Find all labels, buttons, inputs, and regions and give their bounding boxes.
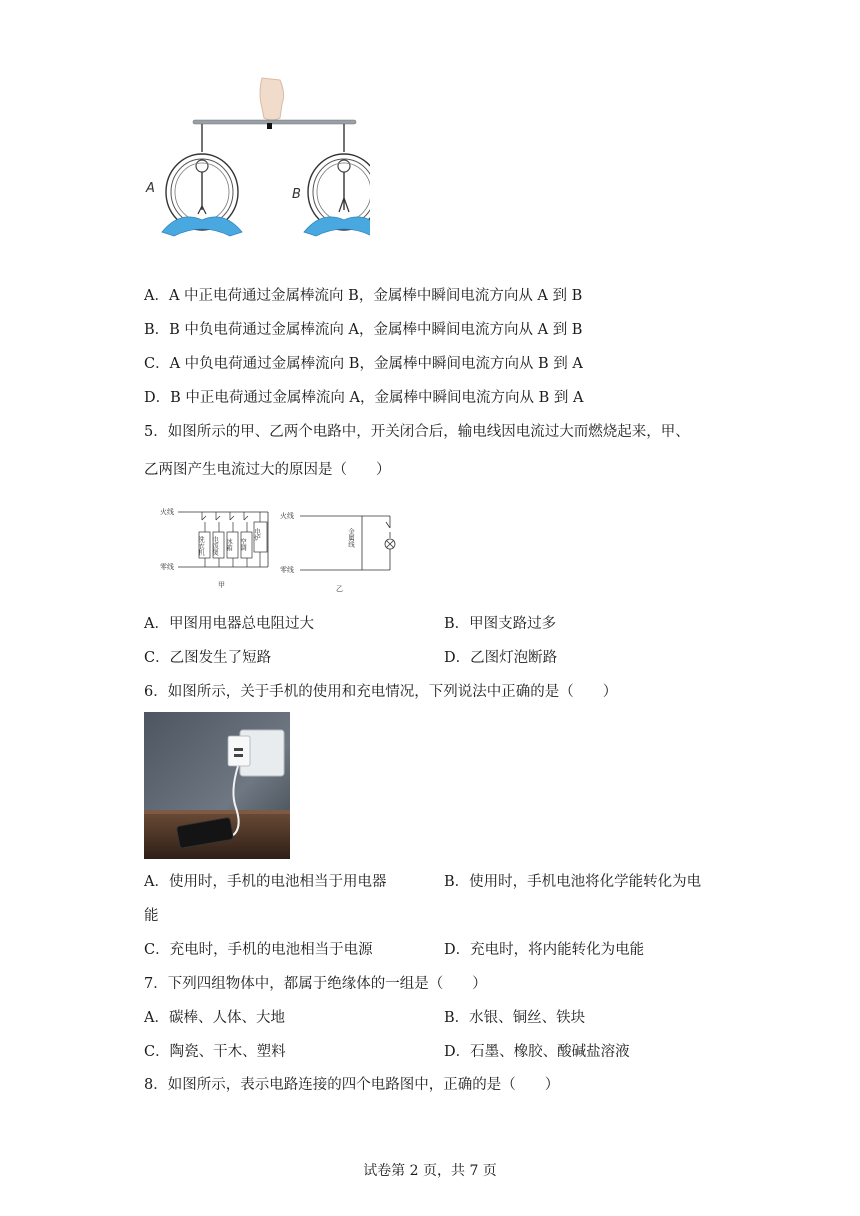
q6-option-b-continued: 能 <box>144 908 159 924</box>
q5-stem-line2: 乙两图产生电流过大的原因是（ ） <box>144 462 391 478</box>
q6-option-b: B．使用时，手机电池将化学能转化为电 <box>444 874 702 890</box>
q4-option-d: D．B 中正电荷通过金属棒流向 A，金属棒中瞬间电流方向从 B 到 A <box>144 390 584 406</box>
electroscope-b <box>304 124 370 236</box>
q5-option-b: B．甲图支路过多 <box>444 616 557 632</box>
neutral-wire-label-yi: 零线 <box>280 566 294 574</box>
circuit-jia <box>160 507 268 589</box>
label-b: B <box>292 187 301 202</box>
metal-wire-label: 金属线 <box>347 528 355 548</box>
live-wire-label-jia: 火线 <box>160 508 174 516</box>
appliance-4: 电炉 <box>253 528 261 541</box>
live-wire-label-yi: 火线 <box>280 512 294 520</box>
phone-charging-photo <box>144 712 290 859</box>
q6-option-c: C．充电时，手机的电池相当于电源 <box>144 942 373 958</box>
q5-option-c: C．乙图发生了短路 <box>144 650 272 666</box>
circuit-yi <box>280 511 395 593</box>
electroscope-figure <box>140 70 370 242</box>
caption-yi: 乙 <box>336 585 343 593</box>
page-footer: 试卷第 2 页，共 7 页 <box>363 1163 497 1179</box>
q6-option-a: A．使用时，手机的电池相当于用电器 <box>144 874 387 890</box>
q4-option-b: B．B 中负电荷通过金属棒流向 A，金属棒中瞬间电流方向从 A 到 B <box>144 322 583 338</box>
label-a: A <box>146 181 155 196</box>
neutral-wire-label-jia: 零线 <box>160 563 174 571</box>
q7-option-c: C．陶瓷、干木、塑料 <box>144 1044 286 1060</box>
caption-jia: 甲 <box>218 581 225 589</box>
q6-option-d: D．充电时，将内能转化为电能 <box>444 942 645 958</box>
appliance-2: 冰箱 <box>225 538 233 551</box>
circuit-figure <box>150 500 420 596</box>
q6-stem: 6．如图所示，关于手机的使用和充电情况，下列说法中正确的是（ ） <box>144 684 618 700</box>
electroscope-a <box>162 124 242 236</box>
appliance-1: 电饭煲 <box>211 536 219 556</box>
q5-option-a: A．甲图用电器总电阻过大 <box>144 616 314 632</box>
q4-option-c: C．A 中负电荷通过金属棒流向 B，金属棒中瞬间电流方向从 B 到 A <box>144 356 583 372</box>
q4-option-a: A．A 中正电荷通过金属棒流向 B，金属棒中瞬间电流方向从 A 到 B <box>144 288 583 304</box>
hand-icon <box>260 78 284 120</box>
q7-option-d: D．石墨、橡胶、酸碱盐溶液 <box>444 1044 630 1060</box>
q7-stem: 7．下列四组物体中，都属于绝缘体的一组是（ ） <box>144 976 487 992</box>
q8-stem: 8．如图所示，表示电路连接的四个电路图中，正确的是（ ） <box>144 1077 560 1093</box>
appliance-0: 洗衣机 <box>197 536 205 556</box>
metal-rod <box>193 120 356 124</box>
appliance-3: 空调 <box>239 538 247 551</box>
q7-option-a: A．碳棒、人体、大地 <box>144 1010 285 1026</box>
q7-option-b: B．水银、铜丝、铁块 <box>444 1010 586 1026</box>
q5-option-d: D．乙图灯泡断路 <box>444 650 558 666</box>
q5-stem-line1: 5．如图所示的甲、乙两个电路中，开关闭合后，输电线因电流过大而燃烧起来，甲、 <box>144 424 690 440</box>
